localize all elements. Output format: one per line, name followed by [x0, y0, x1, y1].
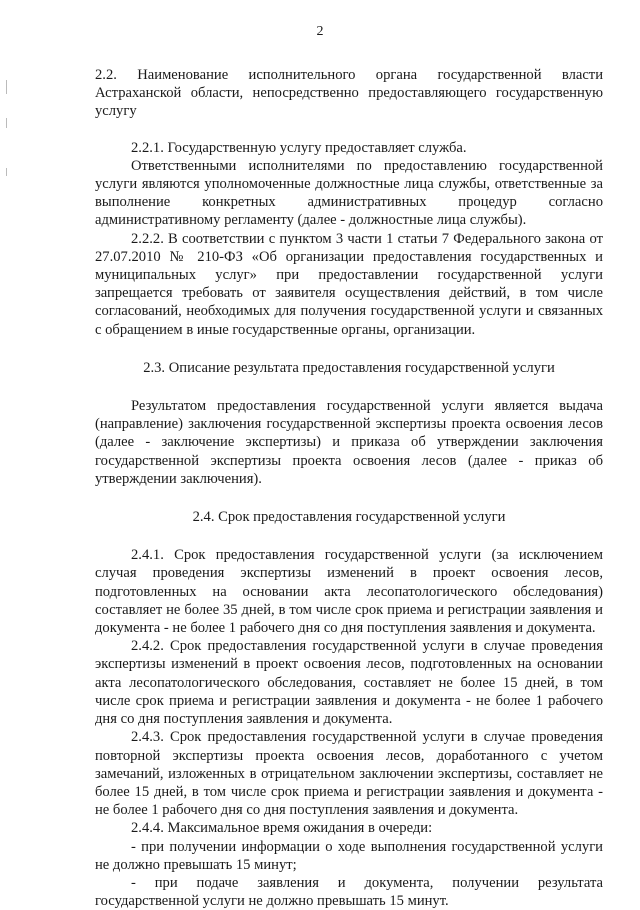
section-2-4-4: 2.4.4. Максимальное время ожидания в очереди: [131, 820, 433, 837]
section-2-2-heading: 2.2. Наименование исполнительного органа государственной власти Астраханской области, непосредственно предоставляющего государственную услугу [95, 67, 603, 120]
section-2-3-text: Результатом предоставления государственной услуги является выдача (направление) заключения государственной экспертизы проекта освоения лесов (далее - заключение экспертизы) и приказа об утверждении заключения государственной экспертизы проекта освоения лесов (далее - приказ об утверждении заключения). [95, 398, 603, 487]
section-2-4-3: 2.4.3. Срок предоставления государственной услуги в случае проведения повторной экспертизы проекта освоения лесов, доработанного с учетом замечаний, изложенных в отрицательном заключении экспертизы, составляет не более 15 дней, в том числе срок приема и регистрации заявления и документа - не более 1 рабочего дня со дня поступления заявления и документа. [95, 729, 603, 819]
document-body [95, 66, 603, 910]
section-2-2-1: 2.2.1. Государственную услугу предоставляет служба. [131, 139, 467, 156]
scan-artifact [6, 80, 7, 94]
section-2-4-4-item-1: - при получении информации о ходе выполнения государственной услуги не должно превышать 15 минут; [95, 838, 603, 873]
section-2-2-1-detail: Ответственными исполнителями по предоставлению государственной услуги являются уполномоченные должностные лица службы, ответственные за выполнение конкретных административных процедур согласно административному регламенту (далее - должностные лица службы). [95, 157, 603, 229]
scan-artifact [6, 118, 7, 128]
section-2-4-4-item-2: - при подаче заявления и документа, получении результата государственной услуги не должно превышать 15 минут. [95, 874, 603, 910]
page-number: 2 [316, 24, 324, 39]
section-2-2-2: 2.2.2. В соответствии с пунктом 3 части 1 статьи 7 Федерального закона от 27.07.2010 № 210-ФЗ «Об организации предоставления государственных и муниципальных услуг» при предоставлении государственной услуги запрещается требовать от заявителя осуществления действий, в том числе согласований, необходимых для получения государственной услуги и связанных с обращением в иные государственные органы, организации. [95, 230, 603, 338]
section-2-4-heading: 2.4. Срок предоставления государственной услуги [192, 509, 506, 526]
section-2-3-heading: 2.3. Описание результата предоставления государственной услуги [143, 359, 555, 376]
scan-artifact [6, 168, 7, 176]
section-2-4-2: 2.4.2. Срок предоставления государственной услуги в случае проведения экспертизы изменений в проект освоения лесов, подготовленных на основании акта лесопатологического обследования, составляет не более 15 дней, в том числе срок приема и регистрации заявления и документа - не более 1 рабочего дня со дня поступления заявления и документа. [95, 638, 603, 728]
section-2-4-1: 2.4.1. Срок предоставления государственной услуги (за исключением случая проведения экспертизы изменений в проект освоения лесов, подготовленных на основании акта лесопатологического обследования) составляет не более 35 дней, в том числе срок приема и регистрации заявления и документа - не более 1 рабочего дня со дня поступления заявления и документа. [95, 547, 603, 637]
